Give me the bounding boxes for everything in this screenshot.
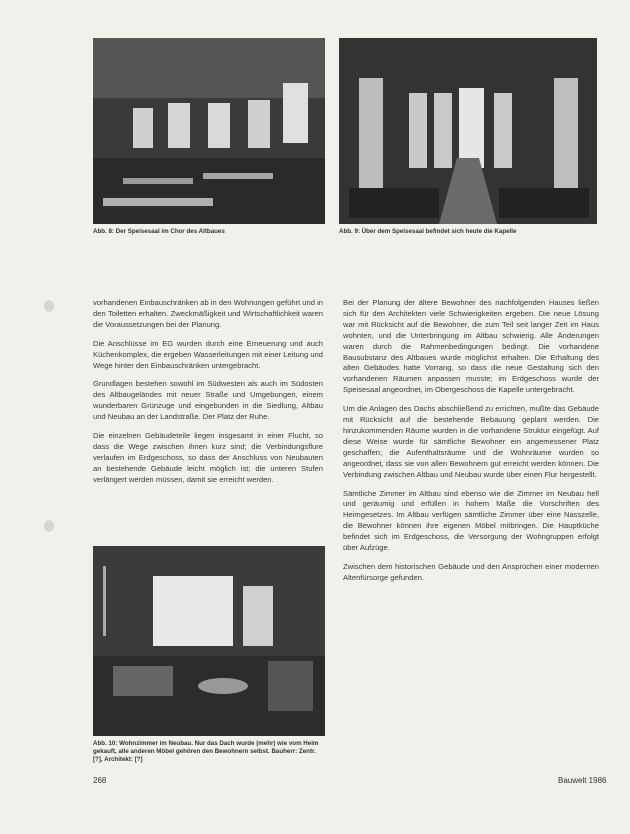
punch-hole-mark	[44, 520, 54, 532]
dining-hall-image	[93, 38, 325, 224]
photo-living-room	[93, 546, 325, 736]
right-paragraph: Bei der Planung der ältere Bewohner des nachfolgenden Hauses ließen sich für den Architekten viele Schwierigkeiten ergeben. Die neue Lösung war mit Rücksicht auf die Bewohner, die zum Teil seit langer Zeit im Haus wohnten, und die Unterbringung im Altbau schwierig. Alle Änderungen waren durch die Rahmenbedingungen bedingt. Die vorhandene Bausubstanz des Altbaues wurde möglichst erhalten. Die Erhaltung des alten Gebäudes hatte Vorrang, so dass die neue Gestaltung sich den vorhandenen Räumen anpassen musste; im Erdgeschoss wurde der Speisesaal angeordnet, im Obergeschoss die Kapelle untergebracht.	[343, 298, 599, 395]
left-paragraph: Die Anschlüsse im EG wurden durch eine Erneuerung und auch Küchenkomplex, die ergeben Wasserleitungen mit einer Leitung und Wege hinter den Einbauschränken untergebracht.	[93, 338, 323, 370]
caption-top-right: Abb. 9: Über dem Speisesaal befindet sich heute die Kapelle	[339, 228, 517, 235]
right-paragraph: Sämtliche Zimmer im Altbau sind ebenso wie die Zimmer im Neubau hell und geräumig und erfüllen in hohem Maße die Vorschriften des Heimgesetzes. Im Altbau verfügen sämtliche Zimmer über eine Nasszelle, die Bewohner können ihre eigenen Möbel mitbringen. Die Hauptküche befindet sich im Erdgeschoss, die Versorgung der Wohngruppen erfolgt über Aufzüge.	[343, 488, 599, 553]
photo-dining-hall	[93, 38, 325, 224]
caption-bottom-left: Abb. 10: Wohnzimmer im Neubau. Nur das Dach wurde (mehr) wie vom Heim gekauft, alle anderen Möbel gehören den Bewohnern selbst. Bauherr: Zentr. [?], Architekt: [?]	[93, 740, 319, 763]
left-paragraph: vorhandenen Einbauschränken ab in den Wohnungen geführt und in den Toiletten erhalten. Zweckmäßigkeit und Wirtschaftlichkeit waren die Voraussetzungen bei der Planung.	[93, 298, 323, 329]
caption-top-left: Abb. 8: Der Speisesaal im Chor des Altbaues	[93, 228, 225, 235]
right-text-column	[343, 298, 599, 592]
photo-chapel	[339, 38, 597, 224]
footer-publication: Bauwelt 1986	[558, 776, 607, 785]
left-paragraph: Grundlagen bestehen sowohl im Südwesten als auch im Südosten des Altbaugeländes mit neuer Straße und Umgebungen, einem wunderbaren Grünzuge und eingebunden in die Siedlung, Altbau und Neubau an der Landstraße. Der Platz der Ruhe.	[93, 379, 323, 422]
right-paragraph: Um die Anlagen des Dachs abschließend zu errichten, mußte das Gebäude mit Rücksicht auf die bestehende Bebauung geplant werden. Die hinzukommenden Räume wurden in die vorhandene Struktur eingefügt. Auf diese Weise wurde für sämtliche Bewohner ein angemessener Platz geschaffen; die Aufenthaltsräume und die Wohnräume wurden so angeordnet, dass sie von allen Bewohnern gut erreicht werden können. Die Verbindung zwischen Altbau und Neubau wurde über einen Flur hergestellt.	[343, 404, 599, 479]
left-text-column	[93, 298, 323, 494]
chapel-image	[339, 38, 597, 224]
left-paragraph: Die einzelnen Gebäudeteile liegen insgesamt in einer Flucht, so dass die Wege zwischen ihnen kurz sind; die Verbindungsflure verlaufen im Erdgeschoss, so dass der Anschluss von Neubauten an bestehende Gebäude leicht möglich ist; die unteren Stufen verlängert werden müssen, damit sie erreicht werden.	[93, 431, 323, 484]
right-paragraph: Zwischen dem historischen Gebäude und den Ansprüchen einer modernen Altenfürsorge gefunden.	[343, 561, 599, 582]
living-room-image	[93, 546, 325, 736]
punch-hole-mark	[44, 300, 54, 312]
page-number: 268	[93, 776, 107, 785]
